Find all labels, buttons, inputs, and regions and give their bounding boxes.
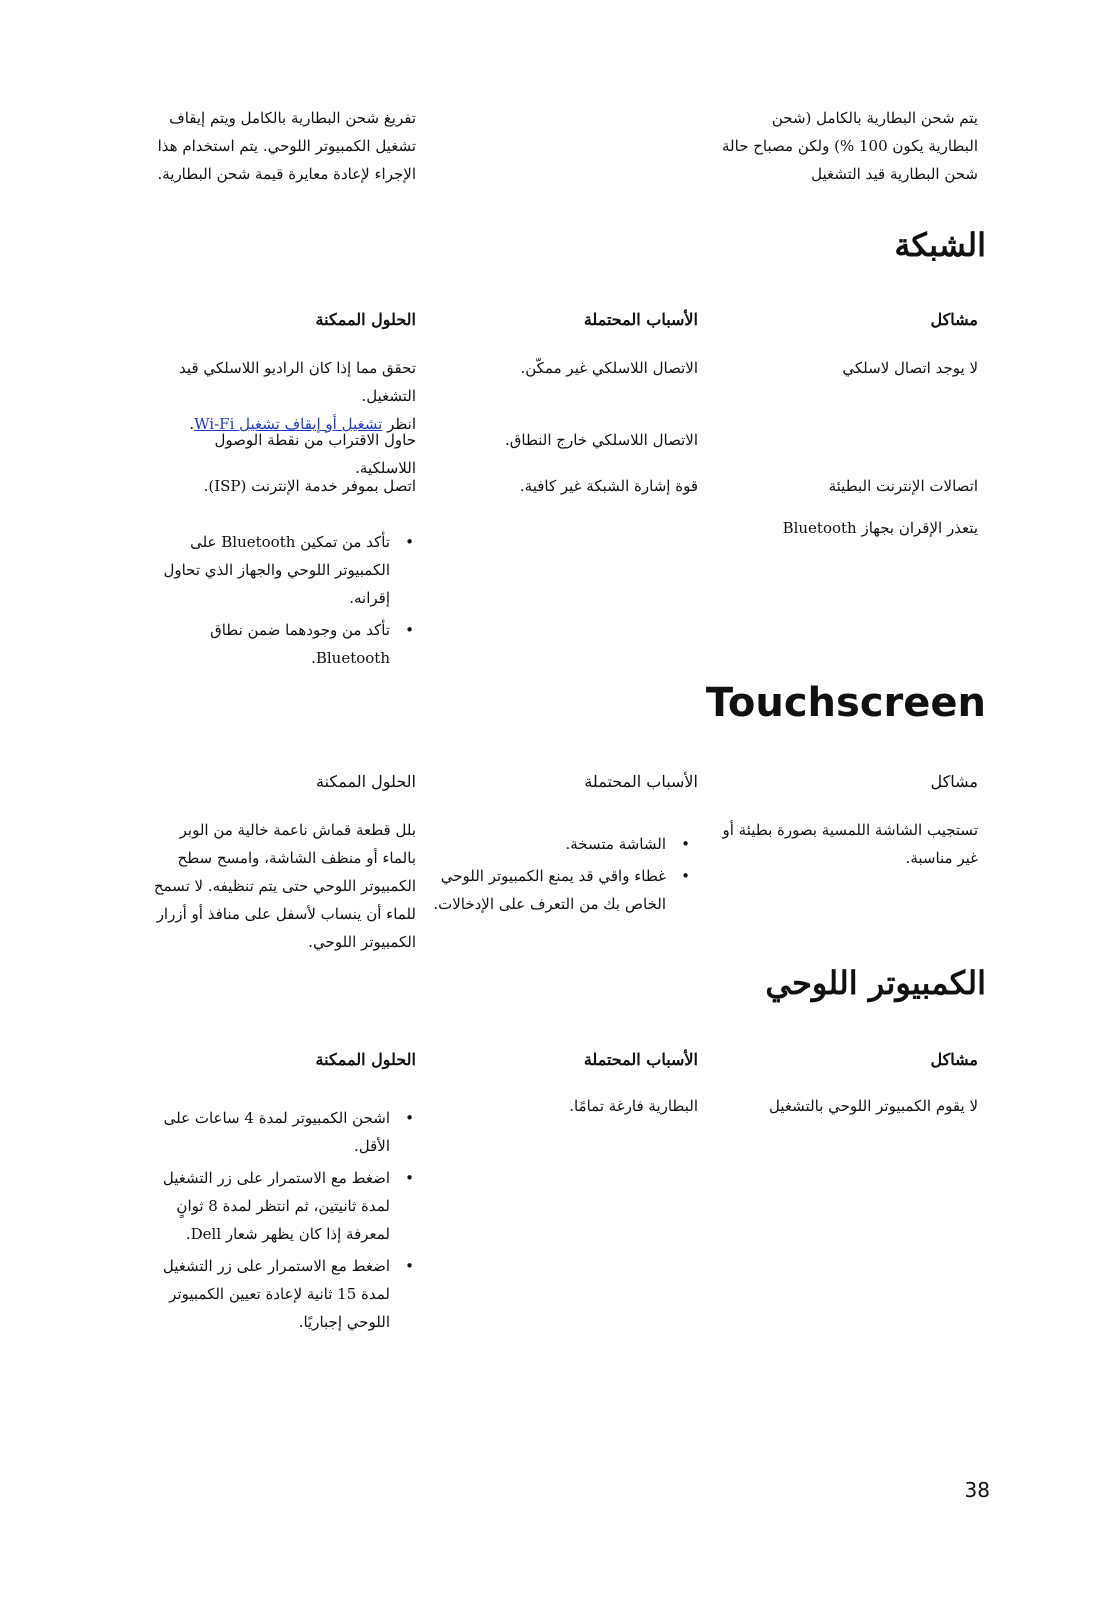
network-row4-solutions [150, 528, 416, 676]
tablet-header-solutions: الحلول الممكنة [315, 1050, 416, 1069]
list-item: • اشحن الكمبيوتر لمدة 4 ساعات على الأقل. [150, 1104, 416, 1160]
list-item: • تأكد من تمكين Bluetooth على الكمبيوتر اللوحي والجهاز الذي تحاول إقرانه. [150, 528, 416, 612]
see-suffix: . [189, 415, 195, 433]
network-row2-solution: حاول الاقتراب من نقطة الوصول اللاسلكية. [214, 431, 416, 477]
network-header-problems: مشاكل [930, 310, 978, 329]
wifi-toggle-link[interactable]: تشغيل أو إيقاف تشغيل Wi-Fi [194, 415, 383, 433]
list-item: • اضغط مع الاستمرار على زر التشغيل لمدة 15 ثانية لإعادة تعيين الكمبيوتر اللوحي إجباريًا. [150, 1252, 416, 1336]
network-section-title: الشبكة [894, 226, 986, 264]
tablet-section-title: الكمبيوتر اللوحي [765, 964, 986, 1002]
battery-solution-text: تفريغ شحن البطارية بالكامل ويتم إيقاف تشغيل الكمبيوتر اللوحي. يتم استخدام هذا الإجراء لإعادة معايرة قيمة شحن البطارية. [157, 109, 416, 183]
page-number: 38 [964, 1478, 990, 1502]
battery-problem-text: يتم شحن البطارية بالكامل (شحن البطارية يكون 100 %) ولكن مصباح حالة شحن البطارية قيد التشغيل [722, 109, 978, 183]
tablet-problem: لا يقوم الكمبيوتر اللوحي بالتشغيل [769, 1097, 978, 1115]
touch-problem: تستجيب الشاشة اللمسية بصورة بطيئة أو غير مناسبة. [722, 821, 978, 867]
list-item: • غطاء واقي قد يمنع الكمبيوتر اللوحي الخاص بك من التعرف على الإدخالات. [430, 862, 692, 918]
list-item: • تأكد من وجودهما ضمن نطاق Bluetooth. [150, 616, 416, 672]
touch-solution: بلل قطعة قماش ناعمة خالية من الوبر بالماء أو منظف الشاشة، وامسح سطح الكمبيوتر اللوحي حتى يتم تنظيفه. لا تسمح للماء أن ينساب لأسفل على منافذ أو أزرار الكمبيوتر اللوحي. [153, 821, 416, 951]
touch-causes [430, 830, 692, 922]
touchscreen-section-title: Touchscreen [705, 680, 986, 726]
network-row4-problem: يتعذر الإقران بجهاز Bluetooth [782, 519, 978, 537]
touch-header-solutions: الحلول الممكنة [316, 772, 416, 791]
tablet-header-causes: الأسباب المحتملة [583, 1050, 698, 1069]
list-item: • الشاشة متسخة. [430, 830, 692, 858]
network-row1-solution-text: تحقق مما إذا كان الراديو اللاسلكي قيد التشغيل. [179, 359, 416, 405]
network-header-causes: الأسباب المحتملة [583, 310, 698, 329]
network-row1-problem: لا يوجد اتصال لاسلكي [842, 359, 978, 377]
touch-header-causes: الأسباب المحتملة [584, 772, 698, 791]
network-row3-problem: اتصالات الإنترنت البطيئة [828, 477, 978, 495]
tablet-solutions [150, 1104, 416, 1340]
network-row1-cause: الاتصال اللاسلكي غير ممكّن. [520, 359, 698, 377]
network-header-solutions: الحلول الممكنة [315, 310, 416, 329]
network-row2-cause: الاتصال اللاسلكي خارج النطاق. [504, 431, 698, 449]
tablet-header-problems: مشاكل [930, 1050, 978, 1069]
list-item: • اضغط مع الاستمرار على زر التشغيل لمدة ثانيتين، ثم انتظر لمدة 8 ثوانٍ لمعرفة إذا كان يظهر شعار Dell. [150, 1164, 416, 1248]
network-row3-cause: قوة إشارة الشبكة غير كافية. [519, 477, 698, 495]
network-row3-solution: اتصل بموفر خدمة الإنترنت (ISP). [203, 477, 416, 495]
see-prefix: انظر [387, 415, 416, 433]
tablet-cause: البطارية فارغة تمامًا. [569, 1097, 698, 1115]
touch-header-problems: مشاكل [930, 772, 978, 791]
